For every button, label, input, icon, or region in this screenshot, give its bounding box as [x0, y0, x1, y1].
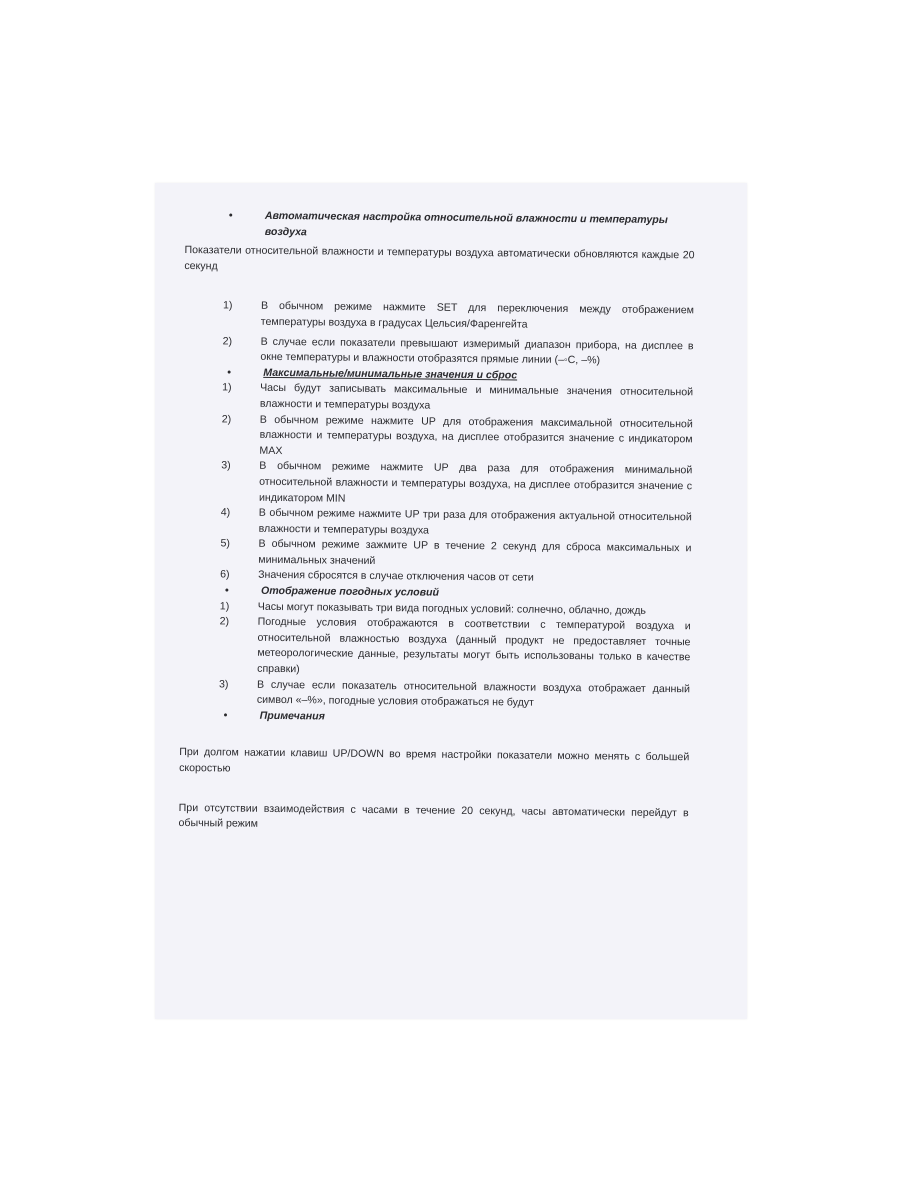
list-item: 3) В обычном режиме нажмите UP два раза для отображения минимальной относительной влажности и температуры воздуха, на дисплее отобразится значение с индикатором MIN [221, 459, 693, 505]
list-item: 6) Значения сбросятся в случае отключения часов от сети [220, 568, 534, 585]
section-heading-max-min: • Максимальные/минимальные значения и сброс [263, 366, 693, 386]
note-paragraph: При долгом нажатии клавиш UP/DOWN во время настройки показатели можно менять с большей скоростью [179, 746, 690, 775]
intro-paragraph: Показатели относительной влажности и температуры воздуха автоматически обновляются каждые 20 секунд [184, 244, 695, 273]
note-paragraph: При отсутствии взаимодействия с часами в течение 20 секунд, часы автоматически перейдут в обычный режим [178, 801, 689, 830]
list-item: 4) В обычном режиме нажмите UP три раза для отображения актуальной относительной влажности и температуры воздуха [220, 506, 692, 537]
list-item: 1) Часы будут записывать максимальные и минимальные значения относительной влажности и температуры воздуха [222, 381, 694, 412]
list-item: 1) В обычном режиме нажмите SET для переключения между отображением температуры воздуха в градусах Цельсия/Фаренгейта [222, 299, 695, 331]
document-content [178, 208, 695, 837]
section-heading-weather: • Отображение погодных условий [261, 584, 691, 604]
list-item: 1) Часы могут показывать три вида погодных условий: солнечно, облачно, дождь [219, 600, 647, 617]
list-item: 5) В обычном режиме зажмите UP в течение 2 секунд для сброса максимальных и минимальных значений [220, 537, 692, 567]
list-item: 2) В случае если показатели превышают измеримый диапазон прибора, на дисплее в окне температуры и влажности отобразятся прямые линии (–◦С, –%) [222, 334, 694, 367]
list-item: 2) Погодные условия отображаются в соответствии с температурой воздуха и относительной влажностью воздуха (данный продукт не предоставляет точные метеорологические данные, результаты могут быть использованы только в качестве справки) [219, 615, 691, 676]
list-item: 3) В случае если показатель относительной влажности воздуха отображает данный символ «–%», погодные условия отображаться не будут [218, 678, 691, 709]
list-item: 2) В обычном режиме нажмите UP для отображения максимальной относительной влажности и температуры воздуха, на дисплее отобразится значение с индикатором MAX [221, 412, 693, 457]
section-heading-notes: • Примечания [260, 709, 690, 729]
section-heading-auto-settings: • Автоматическая настройка относительной влажности и температуры воздуха [265, 209, 695, 245]
